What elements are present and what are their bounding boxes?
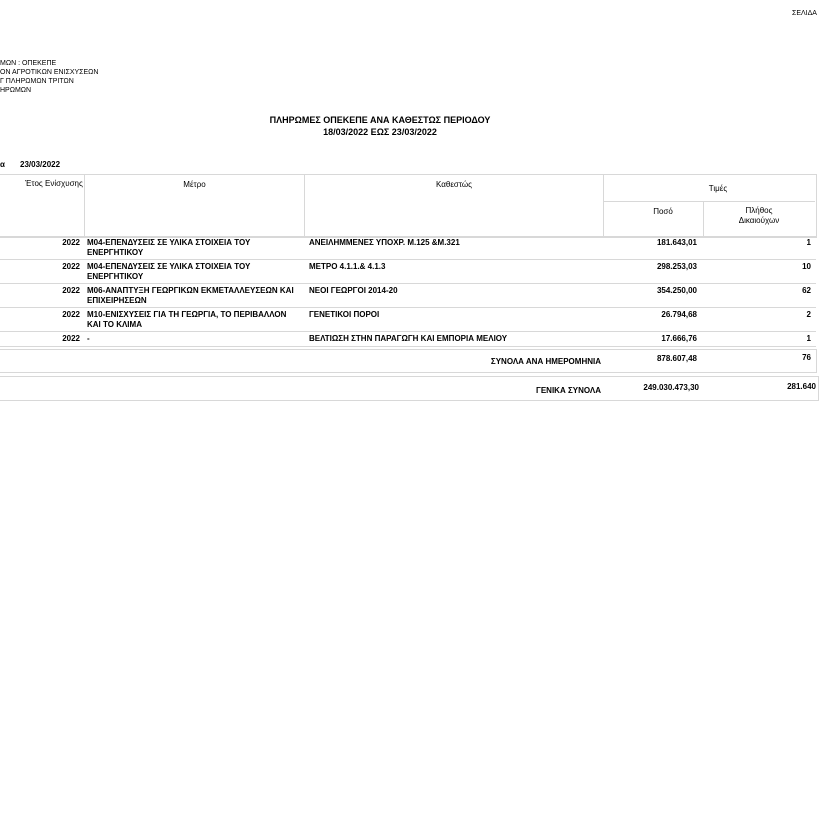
- cell-beneficiaries: 1: [806, 334, 811, 343]
- row-border: [0, 307, 816, 308]
- row-border: [0, 346, 816, 347]
- cell-status: ΒΕΛΤΙΩΣΗ ΣΤΗΝ ΠΑΡΑΓΩΓΗ ΚΑΙ ΕΜΠΟΡΙΑ ΜΕΛΙΟΥ: [309, 334, 508, 343]
- report-title: ΠΛΗΡΩΜΕΣ ΟΠΕΚΕΠΕ ΑΝΑ ΚΑΘΕΣΤΩΣ ΠΕΡΙΟΔΟΥ: [269, 115, 491, 125]
- cell-amount: 354.250,00: [656, 286, 697, 295]
- cell-status: ΜΕΤΡΟ 4.1.1.& 4.1.3: [309, 262, 386, 271]
- org-line-2: ΟΝ ΑΓΡΟΤΙΚΩΝ ΕΝΙΣΧΥΣΕΩΝ: [0, 69, 99, 76]
- org-line-3: Γ ΠΛΗΡΩΜΩΝ ΤΡΙΤΩΝ: [0, 78, 74, 85]
- org-line-1: ΜΩΝ : ΟΠΕΚΕΠΕ: [0, 60, 57, 67]
- header-status: Καθεστώς: [436, 180, 472, 189]
- cell-measure: -: [87, 334, 90, 343]
- grand-total-amount: 249.030.473,30: [643, 383, 699, 392]
- header-beneficiaries: Πλήθος Δικαιούχων: [738, 206, 780, 225]
- cell-year: 2022: [62, 334, 80, 343]
- report-subtitle: 18/03/2022 ΕΩΣ 23/03/2022: [323, 127, 437, 137]
- row-border: [0, 283, 816, 284]
- cell-amount: 26.794,68: [661, 310, 697, 319]
- cell-beneficiaries: 62: [802, 286, 811, 295]
- row-border: [0, 331, 816, 332]
- cell-status: ΝΕΟΙ ΓΕΩΡΓΟΙ 2014-20: [309, 286, 398, 295]
- date-label: α: [0, 160, 5, 169]
- cell-year: 2022: [62, 286, 80, 295]
- cell-year: 2022: [62, 262, 80, 271]
- header-values: Τιμές: [708, 184, 728, 193]
- cell-measure: Μ06-ΑΝΑΠΤΥΞΗ ΓΕΩΡΓΙΚΩΝ ΕΚΜΕΤΑΛΛΕΥΣΕΩΝ ΚΑΙ ΕΠΙΧΕΙΡΗΣΕΩΝ: [87, 286, 294, 305]
- row-border: [0, 236, 816, 237]
- cell-measure: Μ04-ΕΠΕΝΔΥΣΕΙΣ ΣΕ ΥΛΙΚΑ ΣΤΟΙΧΕΙΑ ΤΟΥ ΕΝΕΡΓΗΤΙΚΟΥ: [87, 262, 251, 281]
- header-measure: Μέτρο: [183, 180, 206, 189]
- cell-year: 2022: [62, 310, 80, 319]
- cell-measure: Μ04-ΕΠΕΝΔΥΣΕΙΣ ΣΕ ΥΛΙΚΑ ΣΤΟΙΧΕΙΑ ΤΟΥ ΕΝΕΡΓΗΤΙΚΟΥ: [87, 238, 251, 257]
- grand-total-label: ΓΕΝΙΚΑ ΣΥΝΟΛΑ: [536, 386, 601, 395]
- org-line-4: ΗΡΩΜΩΝ: [0, 87, 32, 94]
- date-value: 23/03/2022: [20, 160, 61, 169]
- cell-status: ΑΝΕΙΛΗΜΜΕΝΕΣ ΥΠΟΧΡ. Μ.125 &Μ.321: [309, 238, 460, 247]
- header-amount: Ποσό: [653, 207, 673, 216]
- cell-beneficiaries: 1: [806, 238, 811, 247]
- header-divider: [604, 201, 815, 202]
- cell-amount: 181.643,01: [656, 238, 697, 247]
- page-number-label: ΣΕΛΙΔΑ: [792, 10, 817, 17]
- cell-amount: 298.253,03: [656, 262, 697, 271]
- row-border: [0, 259, 816, 260]
- cell-measure: Μ10-ΕΝΙΣΧΥΣΕΙΣ ΓΙΑ ΤΗ ΓΕΩΡΓΙΑ, ΤΟ ΠΕΡΙΒΑΛΛΟΝ ΚΑΙ ΤΟ ΚΛΙΜΑ: [87, 310, 287, 329]
- cell-year: 2022: [62, 238, 80, 247]
- grand-total-beneficiaries: 281.640: [787, 382, 816, 391]
- cell-amount: 17.666,76: [661, 334, 697, 343]
- daily-total-amount: 878.607,48: [656, 354, 697, 363]
- daily-total-beneficiaries: 76: [802, 353, 811, 362]
- header-year: Έτος Ενίσχυσης: [25, 179, 83, 188]
- cell-beneficiaries: 2: [806, 310, 811, 319]
- cell-status: ΓΕΝΕΤΙΚΟΙ ΠΟΡΟΙ: [309, 310, 380, 319]
- daily-total-label: ΣΥΝΟΛΑ ΑΝΑ ΗΜΕΡΟΜΗΝΙΑ: [490, 357, 601, 366]
- cell-beneficiaries: 10: [802, 262, 811, 271]
